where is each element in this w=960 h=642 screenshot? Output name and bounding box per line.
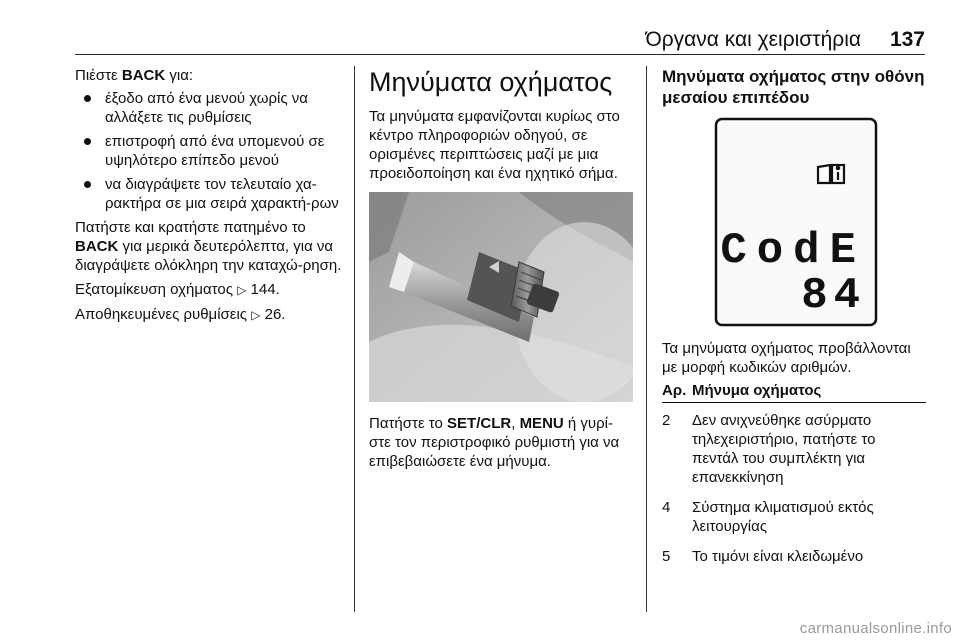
list-item: επιστροφή από ένα υπομενού σε υψηλότερο επίπεδο μενού (75, 132, 343, 170)
reference-saved-settings[interactable]: Αποθηκευμένες ρυθμίσεις ▷ 26. (75, 306, 286, 323)
back-key: BACK (75, 238, 119, 255)
section-title: Όργανα και χειριστήρια (645, 28, 861, 51)
subsection-heading: Μηνύματα οχήματος στην οθόνη μεσαίου επιπέδου (662, 67, 925, 107)
back-intro: Πιέστε BACK για: (75, 67, 194, 84)
vehicle-message-table (662, 381, 926, 569)
message-number: 2 (662, 412, 671, 429)
display-caption: Τα μηνύματα οχήματος προβάλλονται με μορφή κωδικών αριθμών. (662, 340, 911, 376)
table-row (662, 403, 926, 491)
messages-intro: Τα μηνύματα εμφανίζονται κυρίως στο κέντρο πληροφοριών οδηγού, σε ορισμένες περιπτώσεις μαζί με μια προειδοποίηση και ένα ηχητικό σήμα. (369, 108, 620, 182)
column-divider (354, 66, 355, 612)
table-row (662, 539, 926, 569)
bullet-icon (84, 95, 91, 102)
reference-personalisation[interactable]: Εξατομίκευση οχήματος ▷ 144. (75, 281, 280, 298)
back-function-list (75, 89, 343, 213)
column-divider (646, 66, 647, 612)
display-svg (662, 117, 926, 327)
confirm-message-paragraph: Πατήστε το SET/CLR, MENU ή γυρί-στε τον περιστροφικό ρυθμιστή για να επιβεβαιώσετε ένα μήνυμα. (369, 415, 620, 470)
display-number-text: 84 (801, 271, 866, 321)
message-text: Το τιμόνι είναι κλειδωμένο (692, 548, 864, 565)
midlevel-display (662, 117, 926, 327)
list-item: έξοδο από ένα μενού χωρίς να αλλάξετε τις ρυθμίσεις (75, 89, 343, 127)
menu-key: MENU (519, 415, 564, 432)
display-code-text: CodE (720, 226, 866, 276)
table-row (662, 490, 926, 539)
table-header-row (662, 381, 926, 403)
message-number: 4 (662, 499, 671, 516)
message-text: Σύστημα κλιματισμού εκτός λειτουργίας (692, 499, 874, 535)
column-header-number: Αρ. (662, 381, 692, 403)
bullet-icon (84, 138, 91, 145)
page-reference-icon: ▷ (237, 283, 247, 297)
list-item: να διαγράψετε τον τελευταίο χα-ρακτήρα σε μια σειρά χαρακτή-ρων (75, 175, 343, 213)
section-heading: Μηνύματα οχήματος (369, 67, 613, 97)
back-key: BACK (121, 67, 166, 84)
page-header (75, 22, 925, 55)
column-header-message: Μήνυμα οχήματος (692, 381, 926, 403)
display-figure (662, 117, 926, 327)
hold-back-paragraph: Πατήστε και κρατήστε πατημένο το BACK για μερικά δευτερόλεπτα, για να διαγράψετε ολόκληρη την καταχώ-ρηση. (75, 219, 342, 274)
column-right (662, 66, 926, 569)
lever-photo-svg (369, 192, 633, 402)
message-number: 5 (662, 548, 671, 565)
set-clr-key: SET/CLR (447, 415, 512, 432)
bullet-icon (84, 181, 91, 188)
column-left (75, 66, 343, 330)
wiper-lever-illustration (369, 192, 633, 402)
message-text: Δεν ανιχνεύθηκε ασύρματο τηλεχειριστήριο, πατήστε το πεντάλ του συμπλέκτη για επανεκκίνηση (692, 412, 876, 486)
page-reference-icon: ▷ (251, 308, 261, 322)
column-middle (369, 66, 633, 471)
page-number: 137 (889, 28, 925, 51)
watermark: carmanualsonline.info (799, 620, 952, 637)
lever-photo (369, 192, 633, 402)
